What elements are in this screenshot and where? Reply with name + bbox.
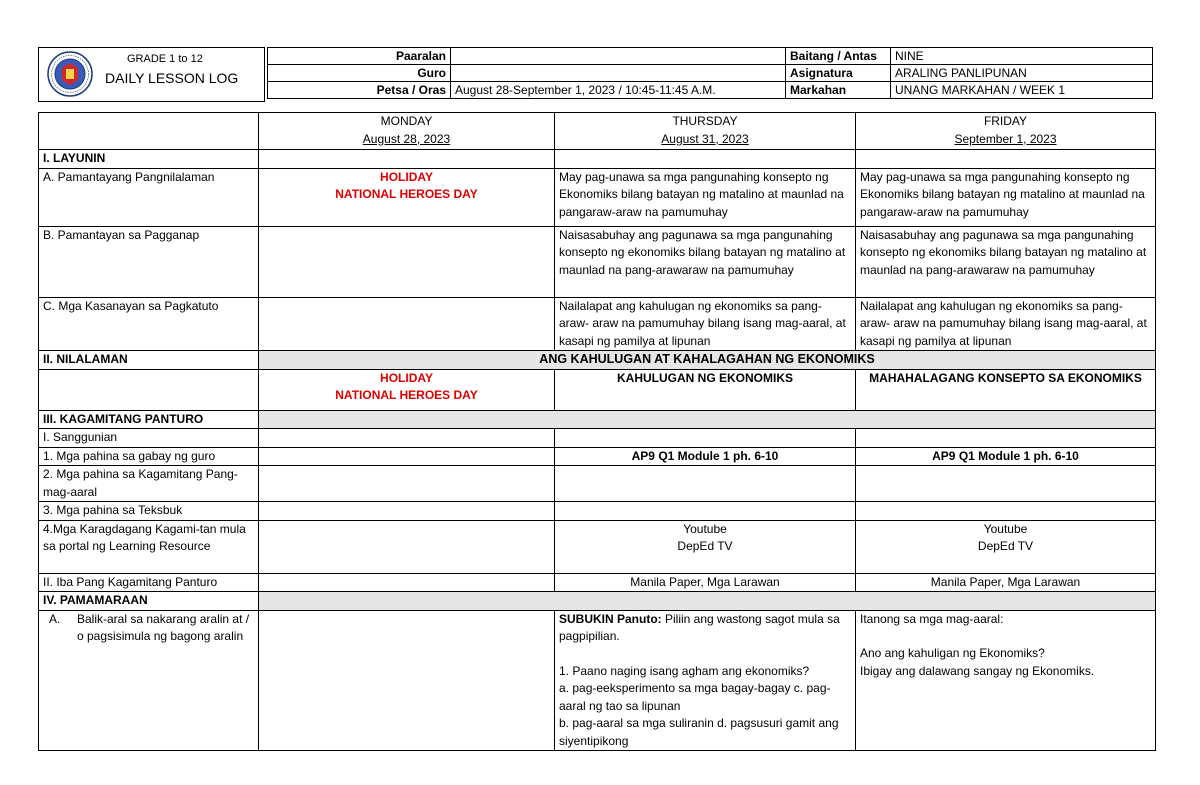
thursday-content: May pag-unawa sa mga pangunahing konsepto ng Ekonomiks bilang batayan ng matalino at maunlad na pangaraw-araw na pamumuhay bbox=[555, 168, 856, 226]
markahan-value: UNANG MARKAHAN / WEEK 1 bbox=[891, 82, 1153, 99]
row-label: B. Pamantayan sa Pagganap bbox=[39, 226, 259, 297]
friday-instruction: Itanong sa mga mag-aaral: bbox=[860, 611, 1004, 626]
thursday-content: Naisasabuhay ang pagunawa sa mga pangunahing konsepto ng ekonomiks bilang batayan ng matalino at maunlad na pang-arawaraw na pamumuhay bbox=[555, 226, 856, 297]
day-date: August 28, 2023 bbox=[362, 131, 451, 146]
section-kagamitan: III. KAGAMITANG PANTURO bbox=[39, 410, 259, 429]
empty-cell bbox=[856, 466, 1156, 502]
row-label: 1. Mga pahina sa gabay ng guro bbox=[39, 447, 259, 466]
friday-content: May pag-unawa sa mga pangunahing konsepto ng Ekonomiks bilang batayan ng matalino at maunlad na pangaraw-araw na pamumuhay bbox=[856, 168, 1156, 226]
topic-friday: MAHAHALAGANG KONSEPTO SA EKONOMIKS bbox=[856, 369, 1156, 410]
topic-thursday: KAHULUGAN NG EKONOMIKS bbox=[555, 369, 856, 410]
empty-cell bbox=[259, 447, 555, 466]
paaralan-value bbox=[451, 48, 786, 65]
layunin-row bbox=[39, 150, 1156, 169]
question-1: 1. Paano naging isang agham ang ekonomiks? bbox=[559, 663, 810, 678]
panuto-text: Piliin ang wastong sagot mula sa pagpipilian. bbox=[559, 611, 840, 643]
thursday-activity bbox=[555, 610, 856, 751]
balik-aral-label: Balik-aral sa nakarang aralin at / o pagsisimula ng bagong aralin bbox=[77, 611, 250, 643]
baitang-label: Baitang / Antas bbox=[786, 48, 891, 65]
section-nilalaman: II. NILALAMAN bbox=[39, 351, 259, 370]
day-date: September 1, 2023 bbox=[954, 131, 1057, 146]
corner-cell bbox=[39, 113, 259, 150]
deped-seal-icon bbox=[47, 51, 93, 97]
empty-cell bbox=[259, 520, 555, 573]
holiday-line1: HOLIDAY bbox=[380, 169, 433, 184]
resource-youtube: Youtube bbox=[983, 521, 1028, 536]
empty-cell bbox=[555, 150, 856, 169]
grade-range: GRADE 1 to 12 bbox=[127, 53, 203, 65]
day-name: MONDAY bbox=[380, 114, 433, 128]
header-title-block bbox=[38, 47, 265, 102]
shaded-cell bbox=[259, 410, 1156, 429]
section-pamamaraan: IV. PAMAMARAAN bbox=[39, 592, 259, 611]
empty-cell bbox=[856, 429, 1156, 448]
holiday-line2: NATIONAL HEROES DAY bbox=[335, 187, 478, 201]
sanggunian-row bbox=[39, 429, 1156, 448]
row-label: 4.Mga Karagdagang Kagami-tan mula sa portal ng Learning Resource bbox=[39, 520, 259, 573]
choices-a-c: a. pag-eeksperimento sa mga bagay-bagay c. pag-aaral ng tao sa lipunan bbox=[559, 681, 831, 713]
baitang-value: NINE bbox=[891, 48, 1153, 65]
petsa-value: August 28-September 1, 2023 / 10:45-11:45 A.M. bbox=[451, 82, 786, 99]
resource-youtube: Youtube bbox=[683, 521, 727, 536]
empty-cell bbox=[259, 226, 555, 297]
balik-aral-row bbox=[39, 610, 1156, 751]
empty-cell bbox=[555, 502, 856, 521]
topic-row bbox=[39, 369, 1156, 410]
empty-cell bbox=[555, 429, 856, 448]
materials-thursday: Manila Paper, Mga Larawan bbox=[555, 573, 856, 592]
friday-content: Nailalapat ang kahulugan ng ekonomiks sa pang-araw- araw na pamumuhay bilang isang mag-aaral, at kasapi ng pamilya at lipunan bbox=[856, 297, 1156, 351]
gabay-guro-row bbox=[39, 447, 1156, 466]
kasanayan-row bbox=[39, 297, 1156, 351]
holiday-cell bbox=[259, 168, 555, 226]
row-label: II. Iba Pang Kagamitang Panturo bbox=[39, 573, 259, 592]
guro-label: Guro bbox=[268, 65, 451, 82]
day-name: THURSDAY bbox=[672, 114, 738, 128]
module-thursday: AP9 Q1 Module 1 ph. 6-10 bbox=[555, 447, 856, 466]
empty-cell bbox=[259, 150, 555, 169]
day-monday bbox=[259, 113, 555, 150]
row-label: 3. Mga pahina sa Teksbuk bbox=[39, 502, 259, 521]
day-friday bbox=[856, 113, 1156, 150]
lesson-log-table bbox=[38, 112, 1156, 751]
resources-friday bbox=[856, 520, 1156, 573]
friday-question-1: Ano ang kahuligan ng Ekonomiks? bbox=[860, 646, 1045, 660]
empty-cell bbox=[259, 610, 555, 751]
asignatura-label: Asignatura bbox=[786, 65, 891, 82]
empty-cell bbox=[259, 466, 555, 502]
row-label: I. Sanggunian bbox=[39, 429, 259, 448]
empty-cell bbox=[856, 502, 1156, 521]
row-label: C. Mga Kasanayan sa Pagkatuto bbox=[39, 297, 259, 351]
friday-activity bbox=[856, 610, 1156, 751]
pamantayan-pagganap-row bbox=[39, 226, 1156, 297]
document-title: DAILY LESSON LOG bbox=[105, 70, 239, 86]
empty-cell bbox=[856, 150, 1156, 169]
resources-thursday bbox=[555, 520, 856, 573]
guro-value bbox=[451, 65, 786, 82]
thursday-content: Nailalapat ang kahulugan ng ekonomiks sa pang-araw- araw na pamumuhay bilang isang mag-aaral, at kasapi ng pamilya at lipunan bbox=[555, 297, 856, 351]
resource-deped-tv: DepEd TV bbox=[977, 539, 1034, 553]
kagamitang-pang-mag-aaral-row bbox=[39, 466, 1156, 502]
pamamaraan-row bbox=[39, 592, 1156, 611]
asignatura-value: ARALING PANLIPUNAN bbox=[891, 65, 1153, 82]
holiday-line2: NATIONAL HEROES DAY bbox=[335, 388, 478, 402]
module-friday: AP9 Q1 Module 1 ph. 6-10 bbox=[856, 447, 1156, 466]
empty-cell bbox=[259, 297, 555, 351]
row-label: 2. Mga pahina sa Kagamitang Pang-mag-aaral bbox=[39, 466, 259, 502]
day-date: August 31, 2023 bbox=[661, 131, 749, 146]
subukin-heading: SUBUKIN Panuto: bbox=[559, 611, 662, 626]
friday-content: Naisasabuhay ang pagunawa sa mga pangunahing konsepto ng ekonomiks bilang batayan ng matalino at maunlad na pang-arawaraw na pamumuhay bbox=[856, 226, 1156, 297]
teksbuk-row bbox=[39, 502, 1156, 521]
nilalaman-row bbox=[39, 351, 1156, 370]
day-header-row bbox=[39, 113, 1156, 150]
day-thursday bbox=[555, 113, 856, 150]
item-letter: A. bbox=[49, 611, 61, 626]
empty-cell bbox=[259, 502, 555, 521]
row-label: A. Pamantayang Pangnilalaman bbox=[39, 168, 259, 226]
holiday-line1: HOLIDAY bbox=[380, 370, 433, 385]
day-name: FRIDAY bbox=[983, 114, 1028, 128]
petsa-label: Petsa / Oras bbox=[268, 82, 451, 99]
resource-deped-tv: DepEd TV bbox=[677, 539, 733, 553]
header-info-table bbox=[267, 47, 1153, 99]
paaralan-label: Paaralan bbox=[268, 48, 451, 65]
iba-pang-kagamitan-row bbox=[39, 573, 1156, 592]
section-layunin: I. LAYUNIN bbox=[39, 150, 259, 169]
empty-cell bbox=[555, 466, 856, 502]
karagdagang-kagamitan-row bbox=[39, 520, 1156, 573]
shaded-cell bbox=[259, 592, 1156, 611]
pamantayang-pangnilalaman-row bbox=[39, 168, 1156, 226]
empty-cell bbox=[259, 573, 555, 592]
empty-cell bbox=[259, 429, 555, 448]
kagamitan-row bbox=[39, 410, 1156, 429]
holiday-cell bbox=[259, 369, 555, 410]
choices-b-d: b. pag-aaral sa mga suliranin d. pagsusuri gamit ang siyentipikong bbox=[559, 716, 839, 748]
friday-question-2: Ibigay ang dalawang sangay ng Ekonomiks. bbox=[860, 663, 1095, 678]
markahan-label: Markahan bbox=[786, 82, 891, 99]
materials-friday: Manila Paper, Mga Larawan bbox=[856, 573, 1156, 592]
empty-cell bbox=[39, 369, 259, 410]
row-label bbox=[39, 610, 259, 751]
nilalaman-title: ANG KAHULUGAN AT KAHALAGAHAN NG EKONOMIKS bbox=[259, 351, 1156, 370]
